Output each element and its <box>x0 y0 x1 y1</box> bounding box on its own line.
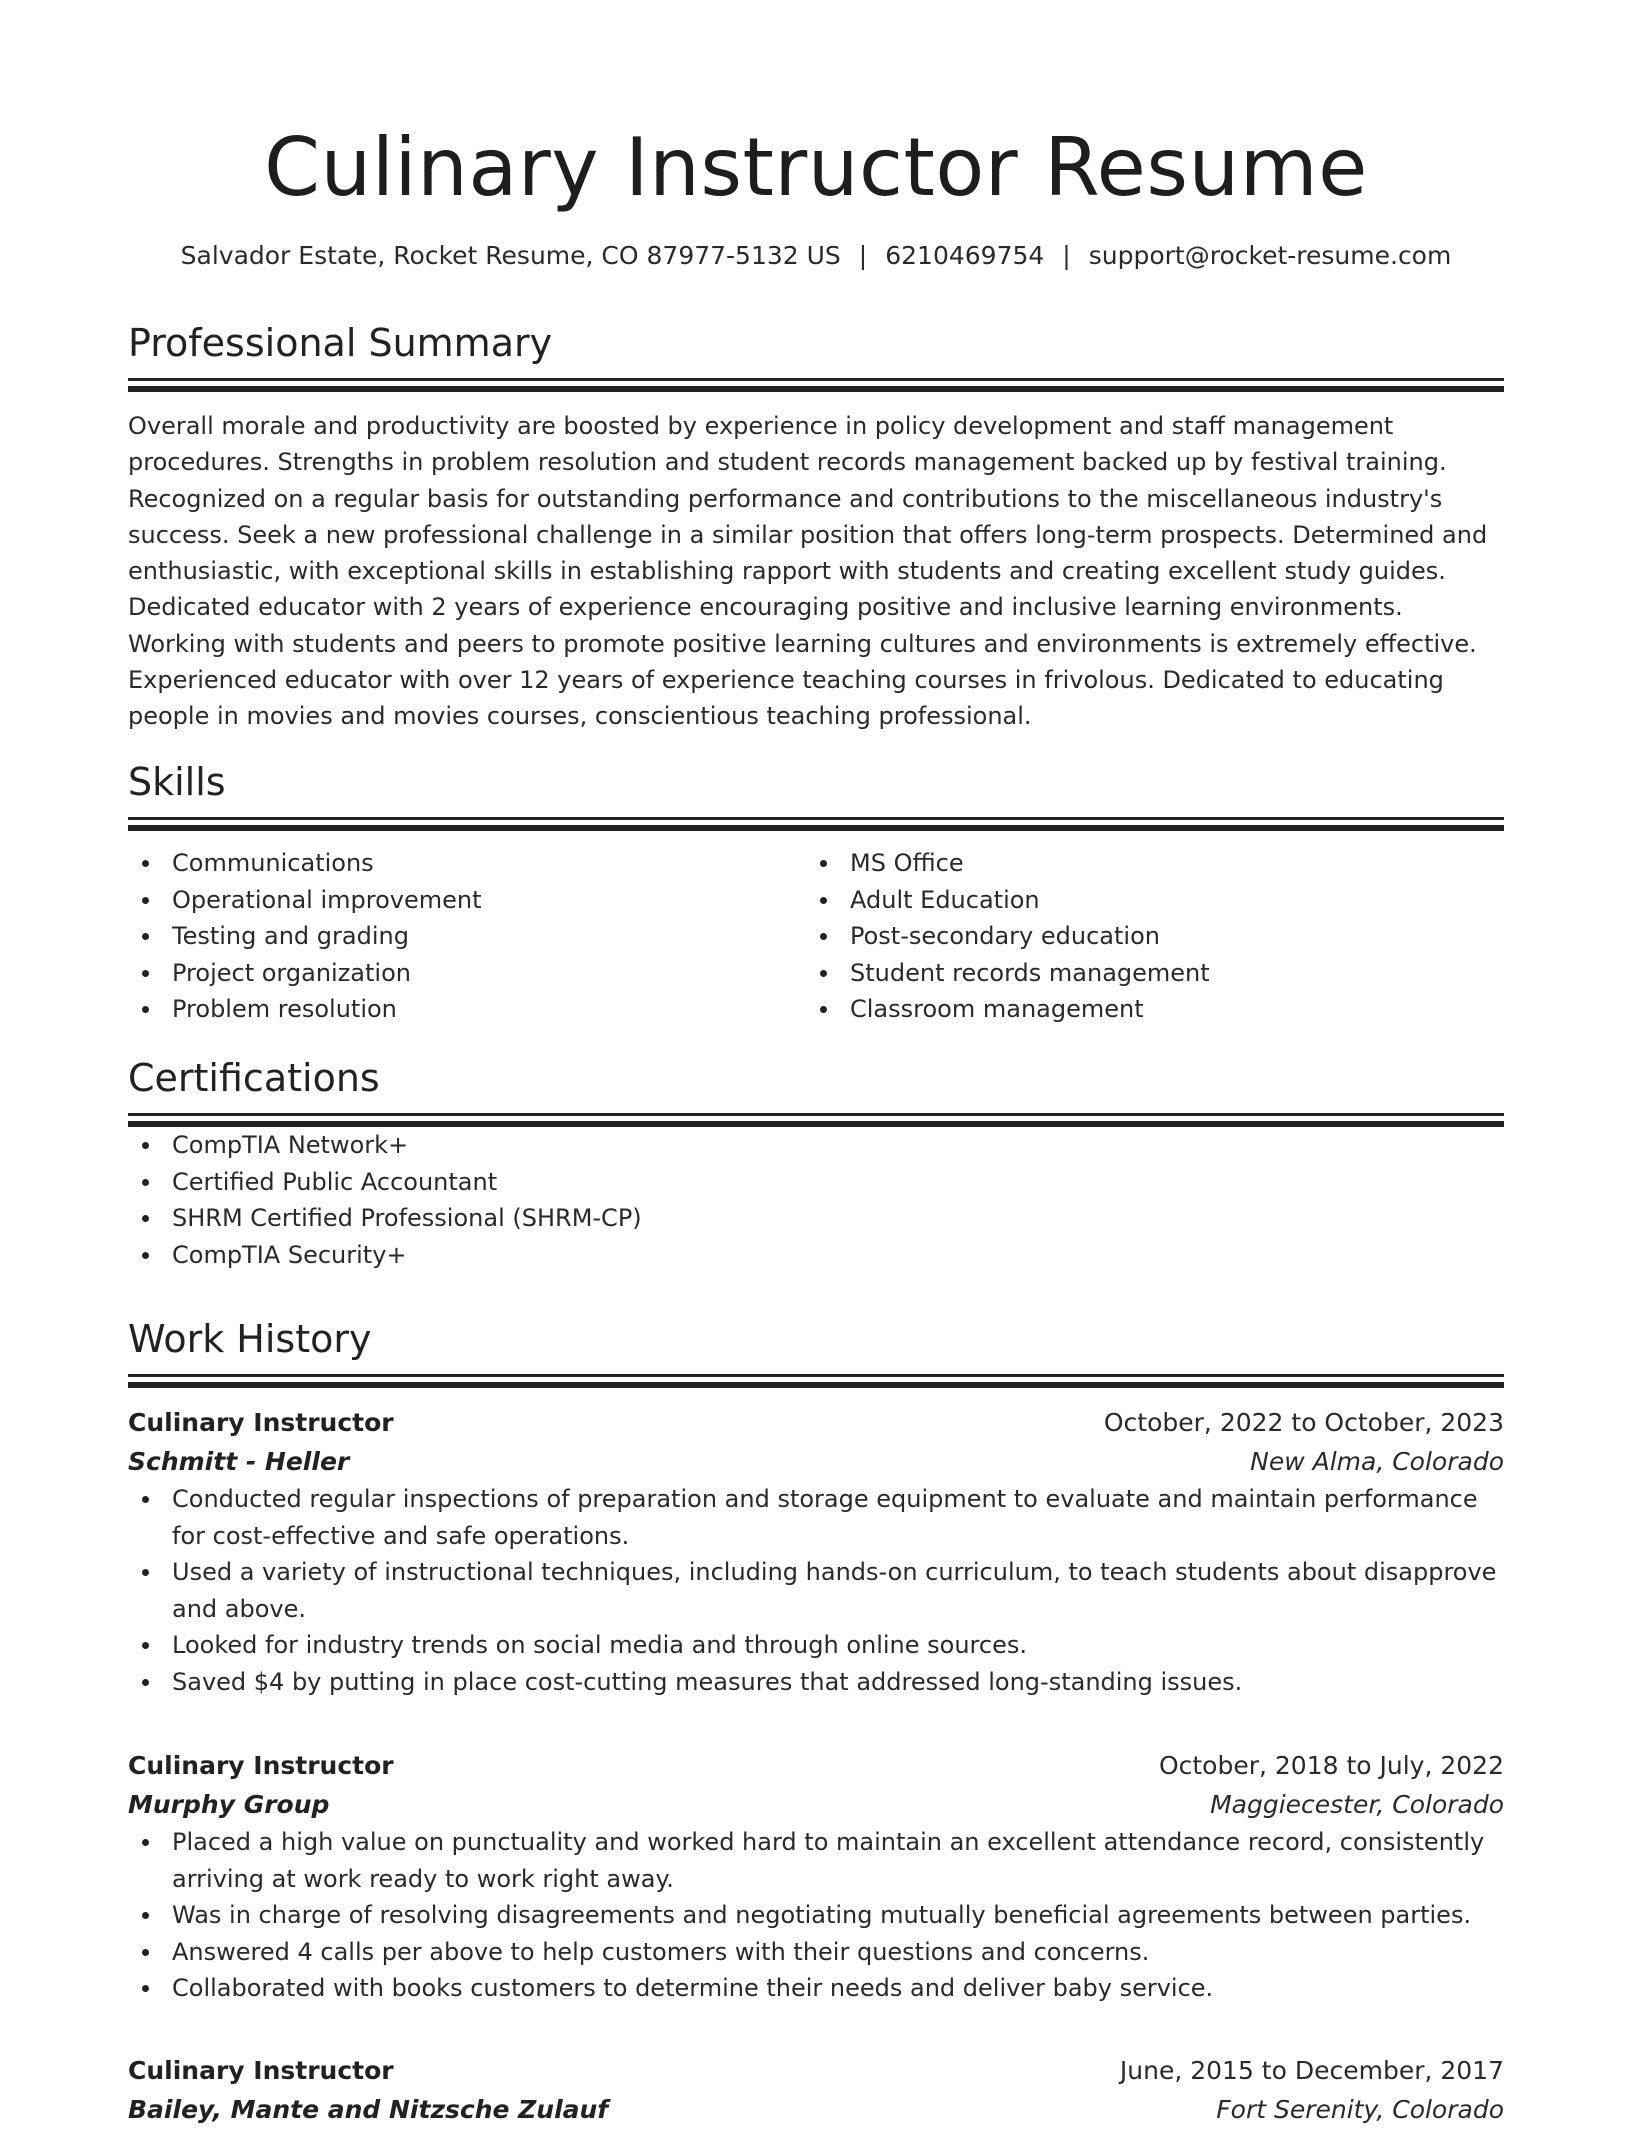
job-header-row <box>128 1746 1504 1785</box>
contact-address: Salvador Estate, Rocket Resume, CO 87977-5132 US <box>180 241 841 270</box>
section-divider <box>128 378 1504 381</box>
job-location: New Alma, Colorado <box>1250 1447 1504 1476</box>
section-divider <box>128 817 1504 820</box>
section-divider-thick <box>128 386 1504 392</box>
job-bullet: Was in charge of resolving disagreements and negotiating mutually beneficial agreements between parties. <box>128 1897 1504 1934</box>
job-title: Culinary Instructor <box>128 2056 394 2085</box>
work-history-section <box>128 1314 1504 1388</box>
job-title: Culinary Instructor <box>128 1408 394 1437</box>
certification-item: SHRM Certified Professional (SHRM-CP) <box>128 1200 1504 1237</box>
certification-item: CompTIA Network+ <box>128 1127 1504 1164</box>
section-divider <box>128 1113 1504 1116</box>
skill-item: Communications <box>128 845 806 882</box>
job-location: Maggiecester, Colorado <box>1210 1790 1504 1819</box>
job-company: Bailey, Mante and Nitzsche Zulauf <box>128 2095 609 2124</box>
job-entry <box>128 1403 1504 1700</box>
job-bullet: Saved $4 by putting in place cost-cutting measures that addressed long-standing issues. <box>128 1664 1504 1701</box>
job-header-row <box>128 2051 1504 2090</box>
job-company-row <box>128 1785 1504 1824</box>
job-company-row <box>128 1442 1504 1481</box>
skill-item: Testing and grading <box>128 918 806 955</box>
skill-item: Operational improvement <box>128 882 806 919</box>
certification-item: Certified Public Accountant <box>128 1164 1504 1201</box>
job-bullet: Looked for industry trends on social media and through online sources. <box>128 1627 1504 1664</box>
job-dates: June, 2015 to December, 2017 <box>1119 2056 1504 2085</box>
contact-phone: 6210469754 <box>885 241 1045 270</box>
job-bullet: Used a variety of instructional techniques, including hands-on curriculum, to teach students about disapprove and above. <box>128 1554 1504 1627</box>
section-divider-thick <box>128 825 1504 831</box>
job-company: Murphy Group <box>128 1790 330 1819</box>
skill-item: Student records management <box>806 955 1484 992</box>
skill-item: Adult Education <box>806 882 1484 919</box>
skills-list-left <box>128 845 806 1028</box>
job-bullet: Collaborated with books customers to determine their needs and deliver baby service. <box>128 1970 1504 2007</box>
job-bullet: Answered 4 calls per above to help customers with their questions and concerns. <box>128 1934 1504 1971</box>
skill-item: Classroom management <box>806 991 1484 1028</box>
skills-section <box>128 757 1504 1028</box>
job-bullet: Conducted regular inspections of preparation and storage equipment to evaluate and maintain performance for cost-effective and safe operations. <box>128 1481 1504 1554</box>
certifications-heading: Certifications <box>128 1056 380 1100</box>
job-location: Fort Serenity, Colorado <box>1216 2095 1504 2124</box>
section-divider <box>128 1374 1504 1377</box>
job-dates: October, 2018 to July, 2022 <box>1158 1751 1504 1780</box>
certification-item: CompTIA Security+ <box>128 1237 1504 1274</box>
job-entry <box>128 2051 1504 2129</box>
job-company-row <box>128 2090 1504 2129</box>
section-divider-thick <box>128 1382 1504 1388</box>
contact-email[interactable]: support@rocket-resume.com <box>1088 241 1452 270</box>
contact-separator: | <box>1062 241 1071 270</box>
job-dates: October, 2022 to October, 2023 <box>1103 1408 1504 1437</box>
job-header-row <box>128 1403 1504 1442</box>
job-company: Schmitt - Heller <box>128 1447 350 1476</box>
skill-item: Problem resolution <box>128 991 806 1028</box>
contact-separator: | <box>858 241 868 270</box>
skills-grid <box>128 845 1504 1028</box>
work-history-heading: Work History <box>128 1317 372 1361</box>
summary-text: Overall morale and productivity are boosted by experience in policy development and staff management procedures. Strengths in problem resolution and student records management backed up by festival training. Recognized on a regular basis for outstanding performance and contributions to the miscellaneous industry's success. Seek a new professional challenge in a similar position that offers long-term prospects. Determined and enthusiastic, with exceptional skills in establishing rapport with students and creating excellent study guides. Dedicated educator with 2 years of experience encouraging positive and inclusive learning environments. Working with students and peers to promote positive learning cultures and environments is extremely effective. Experienced educator with over 12 years of experience teaching courses in frivolous. Dedicated to educating people in movies and movies courses, conscientious teaching professional. <box>128 412 1488 731</box>
job-title: Culinary Instructor <box>128 1751 394 1780</box>
job-bullet: Placed a high value on punctuality and worked hard to maintain an excellent attendance record, consistently arriving at work ready to work right away. <box>128 1824 1504 1897</box>
certifications-section <box>128 1053 1504 1273</box>
job-entry <box>128 1746 1504 2007</box>
summary-section <box>128 318 1504 735</box>
job-bullet-list <box>128 1824 1504 2007</box>
contact-line <box>128 238 1504 274</box>
job-bullet-list <box>128 1481 1504 1700</box>
resume-title: Culinary Instructor Resume <box>264 121 1368 214</box>
skill-item: Post-secondary education <box>806 918 1484 955</box>
skill-item: MS Office <box>806 845 1484 882</box>
skills-heading: Skills <box>128 760 226 804</box>
certifications-list <box>128 1127 1504 1273</box>
skill-item: Project organization <box>128 955 806 992</box>
skills-list-right <box>806 845 1484 1028</box>
summary-heading: Professional Summary <box>128 321 553 365</box>
